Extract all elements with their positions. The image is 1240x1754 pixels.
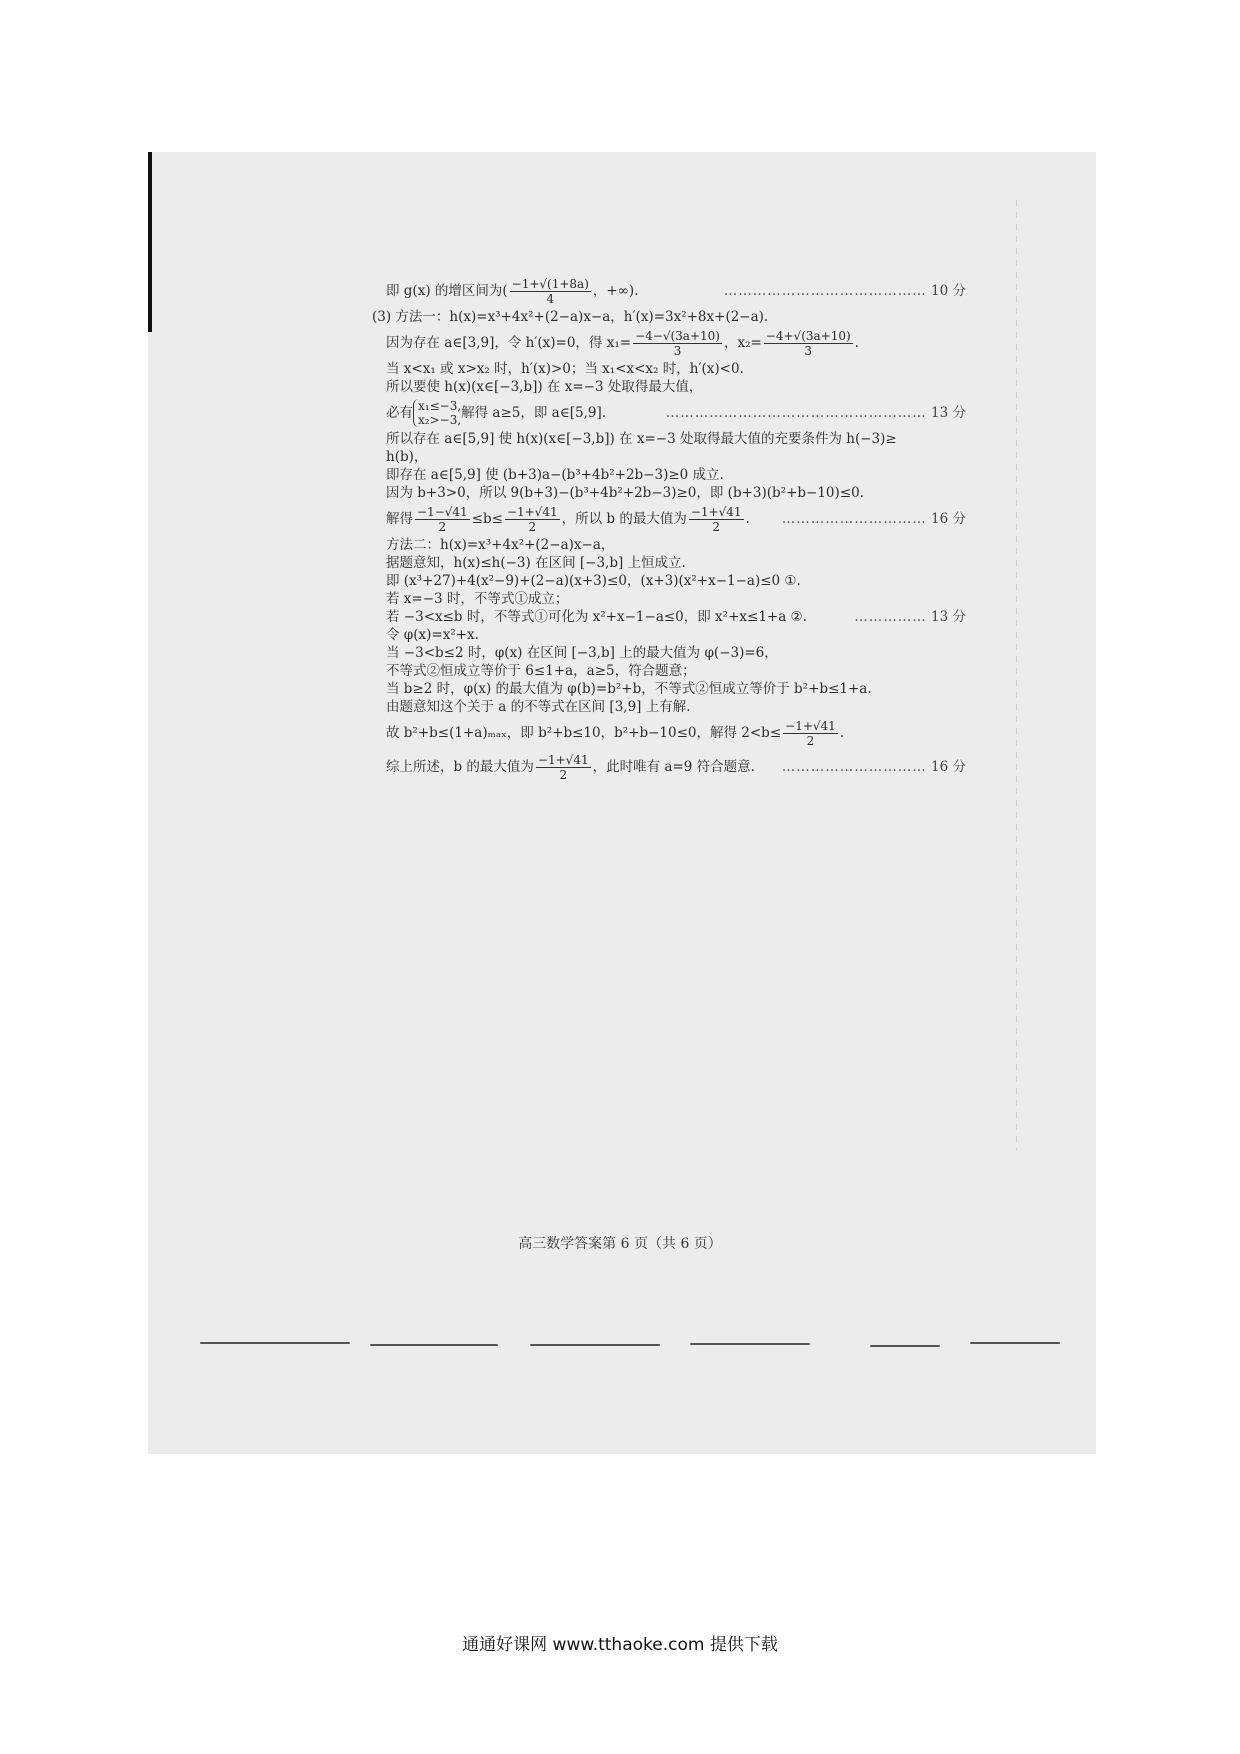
solution-text — [372, 274, 966, 784]
text-segment: 即 (x³+27)+4(x²−9)+(2−a)(x+3)≤0，(x+3)(x²+x−1−a)≤0 ①. — [386, 573, 801, 589]
score-marker — [724, 282, 966, 300]
text-segment: 当 b≥2 时，φ(x) 的最大值为 φ(b)=b²+b，不等式②恒成立等价于 b²+b≤1+a. — [386, 681, 872, 697]
solution-line — [386, 644, 966, 662]
solution-line — [386, 662, 966, 680]
fraction — [505, 505, 560, 534]
solution-line — [386, 326, 966, 360]
fraction — [689, 505, 744, 534]
text-segment: 因为存在 a∈[3,9]，令 h′(x)=0，得 x₁= — [386, 335, 632, 351]
solution-line — [386, 750, 966, 784]
text-segment: ，所以 b 的最大值为 — [561, 511, 687, 527]
solution-line — [386, 274, 966, 308]
solution-line — [386, 698, 966, 716]
numerator: −1+√41 — [537, 752, 589, 767]
page-footer: 高三数学答案第 6 页（共 6 页） — [518, 1236, 722, 1252]
leader-dots: ………………………… — [781, 759, 927, 775]
numerator: −4−√(3a+10) — [635, 328, 720, 343]
solution-line — [386, 716, 966, 750]
solution-line — [386, 572, 966, 590]
text-segment: ，此时唯有 a=9 符合题意. — [592, 759, 755, 775]
text-segment: 因为 b+3>0，所以 9(b+3)−(b³+4b²+2b−3)≥0，即 (b+3)(b²+b−10)≤0. — [386, 485, 864, 501]
denominator: 3 — [673, 343, 682, 358]
text-segment: 若 x=−3 时，不等式①成立； — [386, 591, 569, 607]
denominator: 2 — [559, 767, 568, 782]
solution-line — [386, 360, 966, 378]
solution-line — [386, 554, 966, 572]
text-segment: 当 x<x₁ 或 x>x₂ 时，h′(x)>0；当 x₁<x<x₂ 时，h′(x)<0. — [386, 361, 744, 377]
system-row: x₂>−3, — [418, 413, 462, 427]
leader-dots: …………… — [854, 609, 927, 625]
solution-line — [386, 430, 966, 448]
text-segment: 必有 — [386, 405, 413, 421]
text-segment: 令 φ(x)=x²+x. — [386, 627, 479, 643]
text-segment: 解得 — [386, 511, 413, 527]
numerator: −1+√(1+8a) — [511, 276, 589, 291]
numerator: −1+√41 — [690, 504, 742, 519]
text-segment: 当 −3<b≤2 时，φ(x) 在区间 [−3,b] 上的最大值为 φ(−3)=6， — [386, 645, 778, 661]
solution-line — [386, 608, 966, 626]
text-segment: . — [745, 511, 750, 527]
numerator: −1+√41 — [506, 504, 558, 519]
denominator: 2 — [438, 519, 447, 534]
fraction — [415, 505, 470, 534]
denominator: 4 — [546, 291, 555, 306]
text-segment: 不等式②恒成立等价于 6≤1+a，a≥5，符合题意； — [386, 663, 696, 679]
numerator: −1−√41 — [417, 504, 468, 519]
text-segment: 所以存在 a∈[5,9] 使 h(x)(x∈[−3,b]) 在 x=−3 处取得最大值的充要条件为 h(−3)≥ — [386, 431, 897, 447]
solution-line — [386, 626, 966, 644]
solution-line — [386, 590, 966, 608]
text-segment: ，+∞). — [592, 283, 639, 299]
leader-dots: …………………………………… — [723, 283, 927, 299]
denominator: 3 — [804, 343, 813, 358]
text-segment: 由题意知这个关于 a 的不等式在区间 [3,9] 上有解. — [386, 699, 691, 715]
denominator: 2 — [712, 519, 720, 534]
download-watermark: 通通好课网 www.tthaoke.com 提供下载 — [462, 1635, 778, 1655]
points-label: 16 分 — [931, 511, 966, 527]
text-segment: 解得 a≥5，即 a∈[5,9]. — [461, 405, 607, 421]
score-marker — [666, 404, 966, 422]
solution-line — [386, 396, 966, 430]
numerator: −4+√(3a+10) — [765, 328, 851, 343]
text-segment: h(b)， — [386, 449, 428, 465]
text-segment: 即存在 a∈[5,9] 使 (b+3)a−(b³+4b²+2b−3)≥0 成立. — [386, 467, 724, 483]
solution-line — [386, 484, 966, 502]
text-segment: 据题意知，h(x)≤h(−3) 在区间 [−3,b] 上恒成立. — [386, 555, 686, 571]
scan-edge-mark — [148, 152, 152, 332]
scan-fold-line — [1016, 200, 1017, 1150]
text-segment: 所以要使 h(x)(x∈[−3,b]) 在 x=−3 处取得最大值， — [386, 379, 703, 395]
system-row: x₁≤−3, — [418, 399, 462, 413]
leader-dots: ……………………………………………… — [665, 405, 927, 421]
numerator: −1+√41 — [785, 718, 836, 733]
text-segment: . — [839, 725, 845, 741]
fraction — [783, 719, 838, 748]
solution-line — [386, 378, 966, 396]
text-segment: (3) 方法一：h(x)=x³+4x²+(2−a)x−a，h′(x)=3x²+8x+(2−a). — [372, 309, 769, 325]
scan-smudges — [200, 1338, 1060, 1350]
solution-line — [386, 536, 966, 554]
points-label: 10 分 — [931, 283, 966, 299]
fraction — [764, 329, 853, 358]
points-label: 16 分 — [931, 759, 966, 775]
leader-dots: ………………………… — [781, 511, 927, 527]
score-marker — [782, 510, 966, 528]
points-label: 13 分 — [931, 609, 966, 625]
fraction — [633, 329, 722, 358]
fraction — [510, 277, 591, 306]
text-segment: 若 −3<x≤b 时，不等式①可化为 x²+x−1−a≤0，即 x²+x≤1+a ②. — [386, 609, 807, 625]
fraction — [536, 753, 591, 782]
denominator: 2 — [806, 733, 815, 748]
solution-line — [386, 448, 966, 466]
solution-line — [372, 308, 966, 326]
text-segment: 方法二：h(x)=x³+4x²+(2−a)x−a， — [386, 537, 615, 553]
text-segment: 综上所述，b 的最大值为 — [386, 759, 534, 775]
text-segment: 故 b²+b≤(1+a)ₘₐₓ，即 b²+b≤10，b²+b−10≤0，解得 2<b≤ — [386, 725, 782, 741]
points-label: 13 分 — [931, 405, 966, 421]
text-segment: 即 g(x) 的增区间为( — [386, 283, 508, 299]
score-marker — [854, 608, 966, 626]
text-segment: . — [854, 335, 859, 351]
equation-system — [413, 399, 461, 427]
text-segment: ≤b≤ — [471, 511, 503, 527]
score-marker — [782, 758, 966, 776]
solution-line — [386, 466, 966, 484]
denominator: 2 — [528, 519, 537, 534]
solution-line — [386, 502, 966, 536]
solution-line — [386, 680, 966, 698]
text-segment: ，x₂= — [723, 335, 762, 351]
